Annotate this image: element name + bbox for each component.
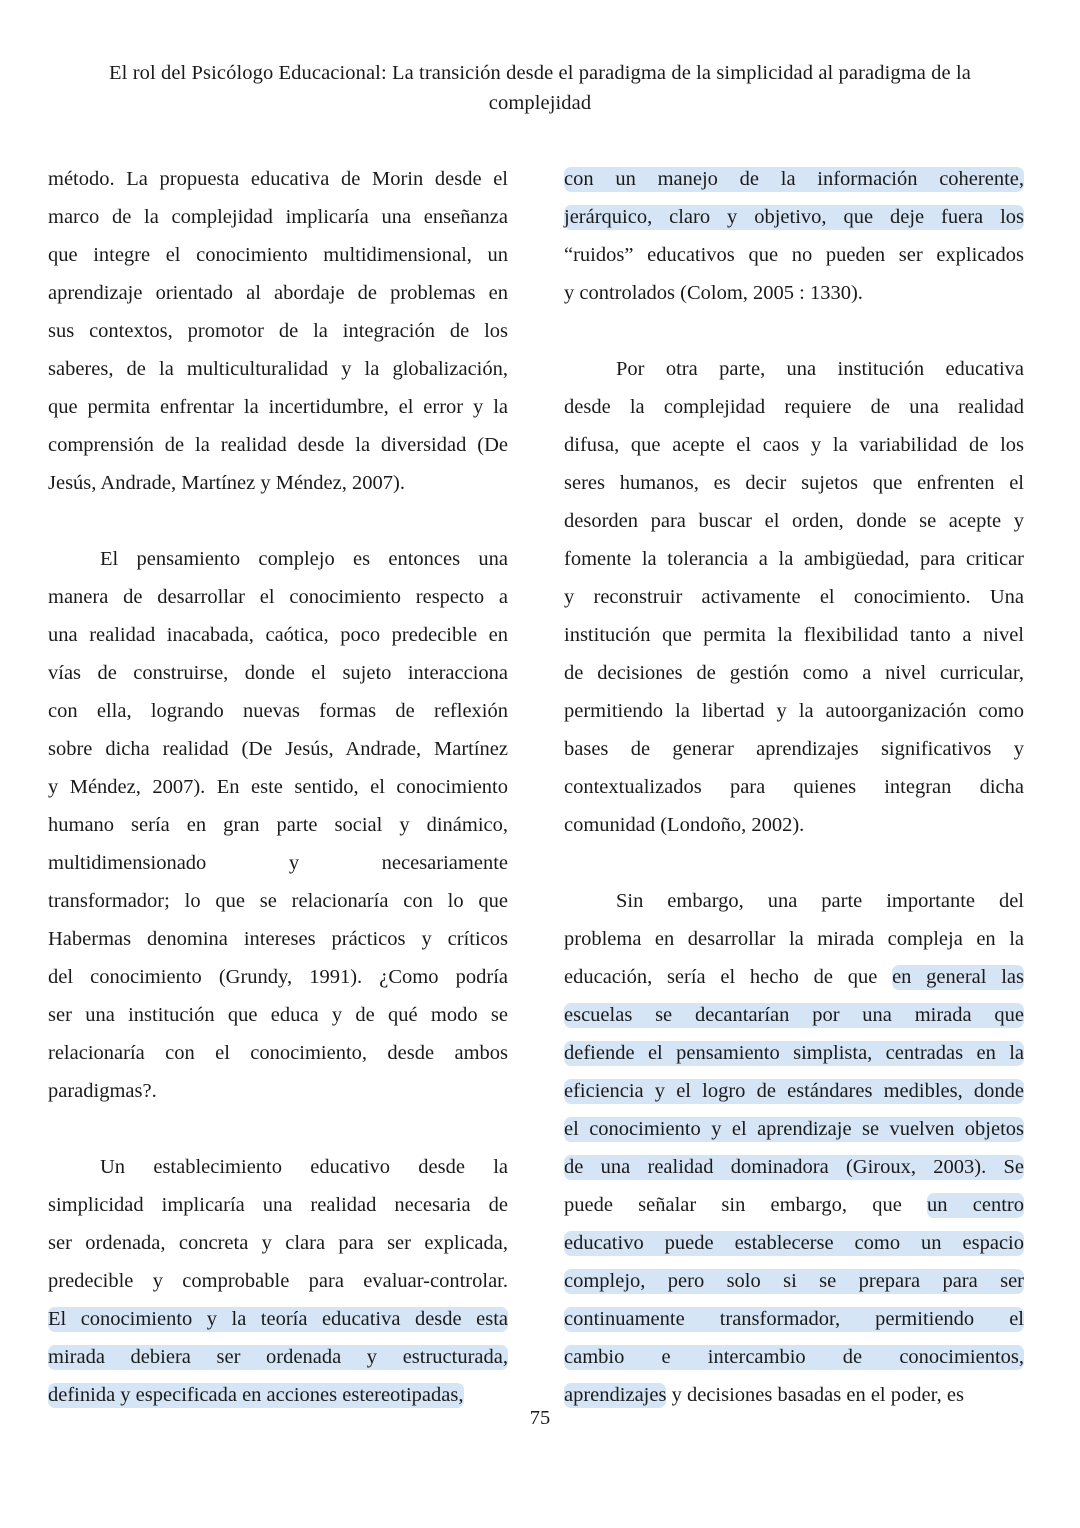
text-line (48, 1072, 508, 1110)
text-run: multidimensionado y necesariamente (48, 852, 508, 874)
text-line (564, 1338, 1024, 1376)
text-run: simplicidad implicaría una realidad necesaria de (48, 1194, 508, 1216)
text-run: Sin embargo, una parte importante del (616, 890, 1024, 912)
text-line (564, 1224, 1024, 1262)
text-line (48, 1338, 508, 1376)
text-line (48, 730, 508, 768)
text-run: sobre dicha realidad (De Jesús, Andrade, Martínez (48, 738, 508, 760)
highlighted-text: mirada debiera ser ordenada y estructurada, (48, 1346, 508, 1368)
text-line (564, 426, 1024, 464)
text-line (48, 464, 508, 502)
text-line (564, 768, 1024, 806)
text-run: que integre el conocimiento multidimensional, un (48, 244, 508, 266)
text-line (48, 844, 508, 882)
highlighted-text: continuamente transformador, permitiendo el (564, 1308, 1024, 1330)
text-line (48, 1300, 508, 1338)
highlighted-text: eficiencia y el logro de estándares medibles, donde (564, 1080, 1024, 1102)
text-line (564, 1186, 1024, 1224)
text-line (564, 730, 1024, 768)
paragraph (48, 540, 508, 1110)
text-line (564, 502, 1024, 540)
right-column (564, 160, 1024, 1414)
text-run: “ruidos” educativos que no pueden ser explicados (564, 244, 1024, 266)
text-run: y Méndez, 2007). En este sentido, el conocimiento (48, 776, 508, 798)
text-line (564, 920, 1024, 958)
page-number: 75 (529, 1407, 551, 1429)
text-run: comunidad (Londoño, 2002). (564, 814, 805, 836)
text-line (564, 1110, 1024, 1148)
text-line (564, 1262, 1024, 1300)
paragraph (48, 160, 508, 502)
text-run: bases de generar aprendizajes significativos y (564, 738, 1024, 760)
text-line (564, 1300, 1024, 1338)
text-run: transformador; lo que se relacionaría con lo que (48, 890, 508, 912)
text-run: sus contextos, promotor de la integración de los (48, 320, 508, 342)
text-run: Habermas denomina intereses prácticos y críticos (48, 928, 508, 950)
text-run: marco de la complejidad implicaría una enseñanza (48, 206, 508, 228)
text-run: permitiendo la libertad y la autoorganización como (564, 700, 1024, 722)
paragraph (564, 350, 1024, 844)
text-line (48, 350, 508, 388)
highlighted-text: aprendizajes (564, 1384, 667, 1406)
text-run: vías de construirse, donde el sujeto interacciona (48, 662, 508, 684)
two-column-body (0, 160, 1080, 1414)
text-run: manera de desarrollar el conocimiento respecto a (48, 586, 508, 608)
text-line (48, 616, 508, 654)
text-line (48, 160, 508, 198)
text-line (564, 160, 1024, 198)
text-run: del conocimiento (Grundy, 1991). ¿Como podría (48, 966, 508, 988)
text-line (564, 388, 1024, 426)
text-run: Por otra parte, una institución educativa (616, 358, 1024, 380)
text-line (564, 236, 1024, 274)
text-line (48, 540, 508, 578)
text-line (48, 1148, 508, 1186)
text-line (48, 388, 508, 426)
text-line (48, 426, 508, 464)
paragraph (564, 160, 1024, 312)
text-line (48, 958, 508, 996)
highlighted-text: el conocimiento y el aprendizaje se vuelven objetos (564, 1118, 1024, 1140)
text-run: de decisiones de gestión como a nivel curricular, (564, 662, 1024, 684)
text-line (48, 236, 508, 274)
highlighted-text: defiende el pensamiento simplista, centradas en la (564, 1042, 1024, 1064)
text-run: seres humanos, es decir sujetos que enfrenten el (564, 472, 1024, 494)
running-header: El rol del Psicólogo Educacional: La transición desde el paradigma de la simplicidad al paradigma de la complejidad (109, 62, 971, 114)
text-line (564, 350, 1024, 388)
text-run: una realidad inacabada, caótica, poco predecible en (48, 624, 508, 646)
text-line (48, 996, 508, 1034)
text-run: Un establecimiento educativo desde la (100, 1156, 508, 1178)
text-line (48, 274, 508, 312)
text-line (564, 1148, 1024, 1186)
highlighted-text: con un manejo de la información coherente, (564, 168, 1024, 190)
text-line (48, 1186, 508, 1224)
text-run: ser ordenada, concreta y clara para ser explicada, (48, 1232, 508, 1254)
text-line (564, 578, 1024, 616)
text-line (48, 654, 508, 692)
text-line (564, 540, 1024, 578)
text-run: y controlados (Colom, 2005 : 1330). (564, 282, 863, 304)
text-run: difusa, que acepte el caos y la variabilidad de los (564, 434, 1024, 456)
text-line (564, 274, 1024, 312)
text-line (48, 882, 508, 920)
text-run: aprendizaje orientado al abordaje de problemas en (48, 282, 508, 304)
text-run: con ella, logrando nuevas formas de reflexión (48, 700, 508, 722)
text-line (564, 882, 1024, 920)
text-run: predecible y comprobable para evaluar-controlar. (48, 1270, 508, 1292)
paragraph (48, 1148, 508, 1414)
text-run: El pensamiento complejo es entonces una (100, 548, 508, 570)
text-run: y reconstruir activamente el conocimiento. Una (564, 586, 1024, 608)
text-line (48, 198, 508, 236)
paragraph (564, 882, 1024, 1414)
text-run: saberes, de la multiculturalidad y la globalización, (48, 358, 508, 380)
text-line (564, 654, 1024, 692)
text-run: puede señalar sin embargo, que (564, 1194, 928, 1216)
text-line (48, 692, 508, 730)
text-run: desorden para buscar el orden, donde se acepte y (564, 510, 1024, 532)
highlighted-text: escuelas se decantarían por una mirada que (564, 1004, 1024, 1026)
text-line (48, 806, 508, 844)
text-run: relacionaría con el conocimiento, desde ambos (48, 1042, 508, 1064)
text-line (564, 464, 1024, 502)
text-line (48, 578, 508, 616)
text-run: desde la complejidad requiere de una realidad (564, 396, 1024, 418)
text-run: contextualizados para quienes integran dicha (564, 776, 1024, 798)
highlighted-text: complejo, pero solo si se prepara para ser (564, 1270, 1024, 1292)
text-line (564, 616, 1024, 654)
text-line (48, 1262, 508, 1300)
text-line (48, 768, 508, 806)
text-run: institución que permita la flexibilidad tanto a nivel (564, 624, 1024, 646)
text-run: humano sería en gran parte social y dinámico, (48, 814, 508, 836)
highlighted-text: El conocimiento y la teoría educativa desde esta (48, 1308, 508, 1330)
text-run: fomente la tolerancia a la ambigüedad, para criticar (564, 548, 1024, 570)
text-line (564, 1034, 1024, 1072)
text-line (564, 692, 1024, 730)
text-run: paradigmas?. (48, 1080, 157, 1102)
text-run: problema en desarrollar la mirada compleja en la (564, 928, 1024, 950)
text-line (48, 1034, 508, 1072)
highlighted-text: cambio e intercambio de conocimientos, (564, 1346, 1024, 1368)
highlighted-text: de una realidad dominadora (Giroux, 2003). Se (564, 1156, 1024, 1178)
text-run: y decisiones basadas en el poder, es (666, 1384, 964, 1406)
highlighted-text: definida y especificada en acciones estereotipadas, (48, 1384, 464, 1406)
text-line (564, 996, 1024, 1034)
left-column (48, 160, 508, 1414)
highlighted-text: un centro (927, 1194, 1024, 1216)
highlighted-text: en general las (892, 966, 1024, 988)
text-run: método. La propuesta educativa de Morin desde el (48, 168, 508, 190)
text-run: comprensión de la realidad desde la diversidad (De (48, 434, 508, 456)
text-line (48, 920, 508, 958)
text-line (564, 1072, 1024, 1110)
text-run: que permita enfrentar la incertidumbre, el error y la (48, 396, 508, 418)
highlighted-text: educativo puede establecerse como un espacio (564, 1232, 1024, 1254)
text-run: ser una institución que educa y de qué modo se (48, 1004, 508, 1026)
text-run: Jesús, Andrade, Martínez y Méndez, 2007). (48, 472, 405, 494)
text-line (564, 958, 1024, 996)
text-run: educación, sería el hecho de que (564, 966, 893, 988)
text-line (564, 198, 1024, 236)
text-line (48, 1224, 508, 1262)
highlighted-text: jerárquico, claro y objetivo, que deje fuera los (564, 206, 1024, 228)
text-line (48, 312, 508, 350)
text-line (564, 806, 1024, 844)
